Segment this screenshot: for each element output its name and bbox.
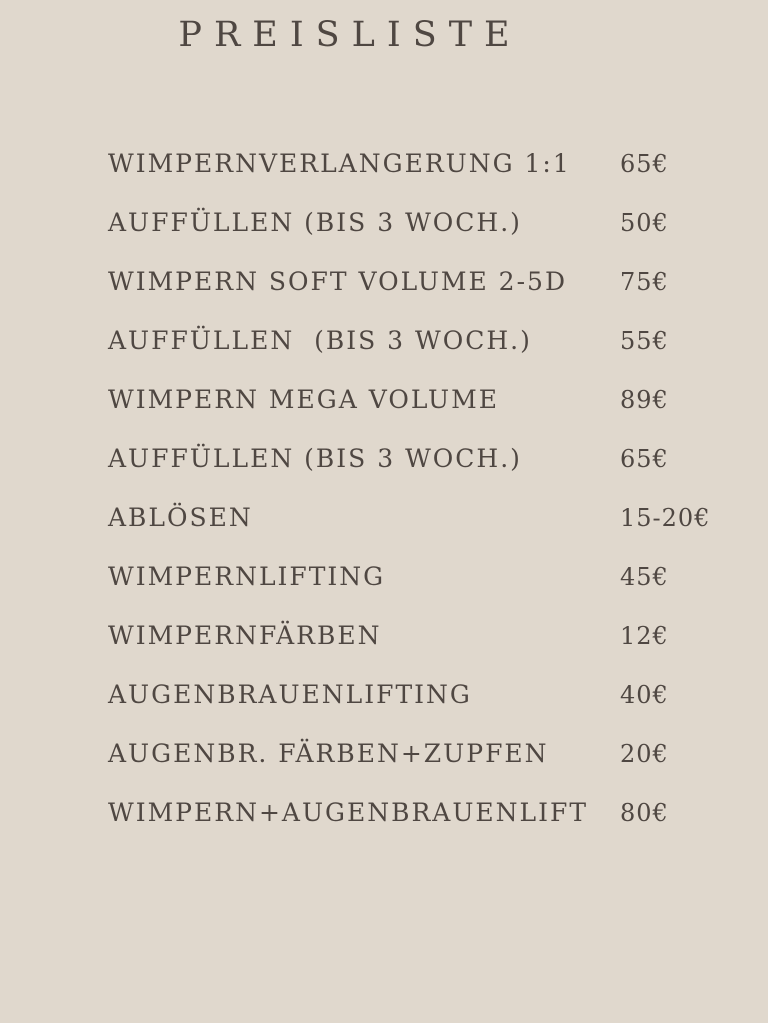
service-name: AUGENBRAUENLIFTING (108, 680, 472, 709)
page-title: PREISLISTE (178, 15, 522, 55)
service-name: WIMPERN MEGA VOLUME (108, 385, 499, 414)
service-name: AUFFÜLLEN (BIS 3 WOCH.) (108, 208, 522, 237)
service-price: 65€ (620, 445, 669, 473)
service-price: 15-20€ (620, 504, 711, 532)
price-row (108, 436, 728, 495)
price-row (108, 672, 728, 731)
price-list (108, 141, 728, 849)
service-name: WIMPERNFÄRBEN (108, 621, 382, 650)
service-price: 12€ (620, 622, 669, 650)
price-row (108, 613, 728, 672)
service-price: 45€ (620, 563, 669, 591)
service-price: 89€ (620, 386, 669, 414)
service-price: 80€ (620, 799, 669, 827)
service-name: WIMPERNVERLANGERUNG 1:1 (108, 149, 571, 178)
service-name: AUFFÜLLEN (BIS 3 WOCH.) (108, 444, 522, 473)
price-row (108, 731, 728, 790)
price-row (108, 200, 728, 259)
price-row (108, 377, 728, 436)
service-price: 65€ (620, 150, 669, 178)
price-row (108, 554, 728, 613)
service-name: AUGENBR. FÄRBEN+ZUPFEN (108, 739, 549, 768)
service-name: WIMPERN SOFT VOLUME 2-5D (108, 267, 567, 296)
price-row (108, 141, 728, 200)
price-row (108, 790, 728, 849)
price-row (108, 495, 728, 554)
service-price: 40€ (620, 681, 669, 709)
service-price: 75€ (620, 268, 669, 296)
service-name: ABLÖSEN (108, 503, 253, 532)
service-price: 20€ (620, 740, 669, 768)
service-name: WIMPERNLIFTING (108, 562, 386, 591)
price-row (108, 259, 728, 318)
service-price: 55€ (620, 327, 669, 355)
service-name: WIMPERN+AUGENBRAUENLIFT (108, 798, 589, 827)
price-row (108, 318, 728, 377)
service-price: 50€ (620, 209, 669, 237)
service-name: AUFFÜLLEN (BIS 3 WOCH.) (108, 326, 532, 355)
